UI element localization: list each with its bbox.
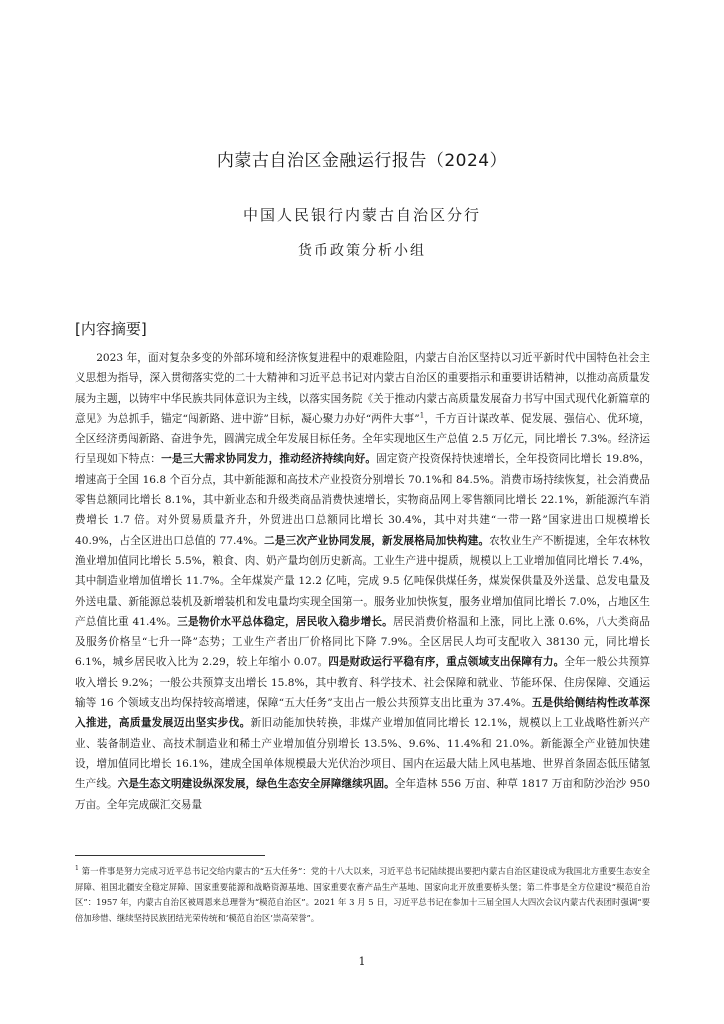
footnote-reference[interactable]: 1 — [419, 411, 425, 420]
text-segment: 居民消费价格温和上涨，同比上涨 0.6%，八大类商品及服务价格呈“七升一降”态势；工业生产者出厂价格同比下降 7.9%。全区居民人均可支配收入 38130 元，同比增长 6.1%，城乡居民收入比为 2.29，较上年缩小 0.07。 — [75, 615, 651, 669]
key-point-2: 二是三次产业协同发展，新发展格局加快构建。 — [264, 534, 490, 547]
page-number: 1 — [358, 955, 366, 968]
text-segment: 全年一般公共预算收入增长 9.2%；一般公共预算支出增长 15.8%，其中教育、科学技术、社会保障和就业、节能环保、住房保障、交通运输等 16 个领域支出均保持较高增速，保障“五大任务”支出占一般公共预算支出比重为 37.4%。 — [75, 656, 651, 710]
abstract-heading: [内容摘要] — [75, 320, 147, 338]
footnote-divider — [75, 855, 265, 856]
key-point-6: 六是生态文明建设纵深发展，绿色生态安全屏障继续巩固。 — [117, 778, 395, 791]
organization-name: 中国人民银行内蒙古自治区分行 — [242, 206, 481, 224]
text-segment: 固定资产投资保持快速增长，全年投资同比增长 19.8%，增速高于全国 16.8 个百分点，其中新能源和高技术产业投资分别增长 70.1%和 84.5%。消费市场持续恢复，社会消费品零售总额同比增长 8.1%，其中新业态和升级类商品消费快速增长，实物商品网上零售额同比增长 22.1%，新能源汽车消费增长 1.7 倍。对外贸易质量齐升，外贸进出口总额同比增长 30.4%，其中对共建“一带一路”国家进出口规模增长 40.9%，占全区进出口总值的 77.4%。 — [75, 453, 651, 547]
footnote — [75, 864, 650, 926]
abstract-paragraph — [75, 348, 650, 815]
text-segment: 新旧动能加快转换，非煤产业增加值同比增长 12.1%，规模以上工业战略性新兴产业、装备制造业、高技术制造业和稀土产业增加值分别增长 13.5%、9.6%、11.4%和 21.0%。新能源全产业链加快建设，增加值同比增长 16.1%，建成全国单体规模最大光伏治沙项目、国内在运最大陆上风电基地、世界首条固态低压储氢生产线。 — [75, 717, 650, 791]
text-segment: ，千方百计谋改革、促发展、强信心、优环境，全区经济勇闯新路、奋进争先，圆满完成全年发展目标任务。全年实现地区生产总值 2.5 万亿元，同比增长 7.3%。经济运行呈现如下特点： — [75, 412, 650, 466]
text-segment: 农牧业生产不断提速，全年农林牧渔业增加值同比增长 5.5%，粮食、肉、奶产量均创历史新高。工业生产进中提质，规模以上工业增加值同比增长 7.4%，其中制造业增加值增长 11.7%。全年煤炭产量 12.2 亿吨，完成 9.5 亿吨保供煤任务，煤炭保供量及外送量、总发电量及外送电量、新能源总装机及新增装机和发电量均实现全国第一。服务业加快恢复，服务业增加值同比增长 7.0%，占地区生产总值比重 41.4%。 — [75, 534, 651, 628]
footnote-text: 第一件事是努力完成习近平总书记交给内蒙古的“五大任务”：党的十八大以来，习近平总书记陆续提出要把内蒙古自治区建设成为我国北方重要生态安全屏障、祖国北疆安全稳定屏障、国家重要能源和战略资源基地、国家重要农畜产品生产基地、国家向北开放重要桥头堡；第二件事是全方位建设“模范自治区”：1957 年，内蒙古自治区被周恩来总理誉为“模范自治区”。2021 年 3 月 5 日，习近平总书记在参加十三届全国人大四次会议内蒙古代表团时强调“要倍加珍惜、继续坚持民族团结光荣传统和‘模范自治区’崇高荣誉”。 — [75, 866, 650, 923]
key-point-1: 一是三大需求协同发力，推动经济持续向好。 — [161, 453, 377, 466]
key-point-3: 三是物价水平总体稳定，居民收入稳步增长。 — [177, 615, 393, 628]
text-segment: 2023 年，面对复杂多变的外部环境和经济恢复进程中的艰难险阻，内蒙古自治区坚持以习近平新时代中国特色社会主义思想为指导，深入贯彻落实党的二十大精神和习近平总书记对内蒙古自治区的重要指示和重要讲话精神，以推动高质量发展为主题，以铸牢中华民族共同体意识为主线，以落实国务院《关于推动内蒙古高质量发展奋力书写中国式现代化新篇章的意见》为总抓手，锚定“闯新路、进中游”目标，凝心聚力办好“两件大事” — [75, 352, 650, 425]
key-point-5: 五是供给侧结构性改革深入推进，高质量发展迈出坚实步伐。 — [75, 697, 650, 730]
author-group: 货币政策分析小组 — [298, 243, 426, 259]
report-title: 内蒙古自治区金融运行报告（2024） — [216, 151, 508, 171]
text-segment: 全年造林 556 万亩、种草 1817 万亩和防沙治沙 950 万亩。全年完成碳汇交易量 — [75, 778, 650, 811]
footnote-number: 1 — [75, 865, 79, 873]
key-point-4: 四是财政运行平稳有序，重点领域支出保障有力。 — [328, 656, 565, 669]
